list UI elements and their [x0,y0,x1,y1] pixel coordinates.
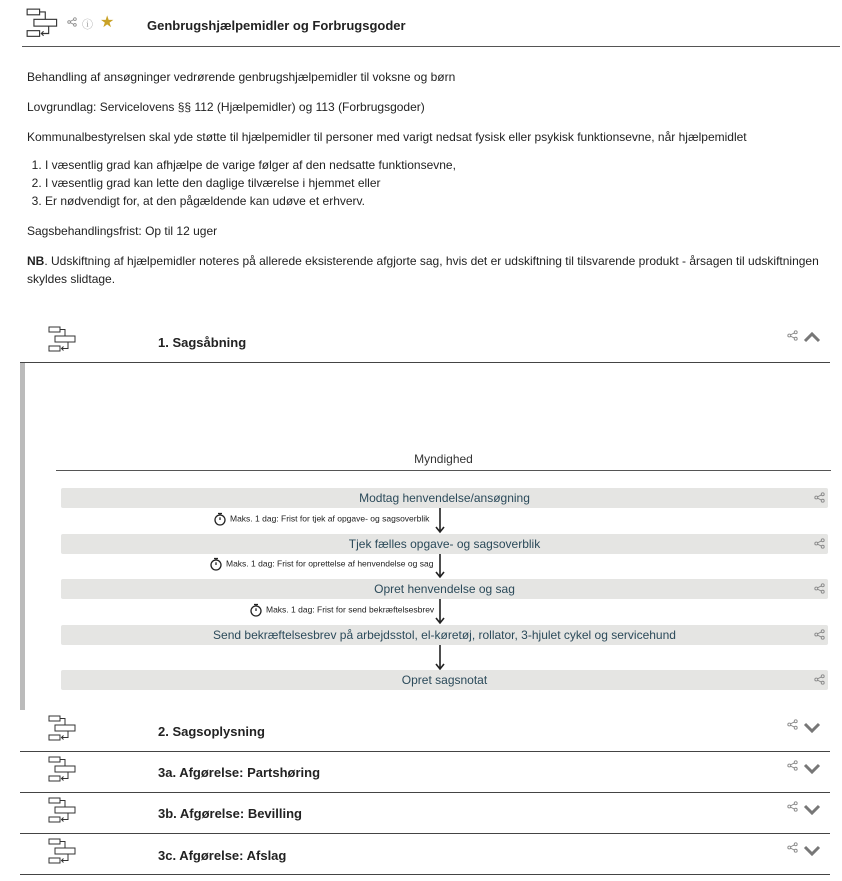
flow-step-label: Modtag henvendelse/ansøgning [359,491,530,505]
section-title[interactable]: 1. Sagsåbning [158,335,247,350]
section-title[interactable]: 3a. Afgørelse: Partshøring [158,765,321,780]
section-partshoering[interactable] [20,751,830,793]
deadline-timer [249,603,434,617]
flow-step[interactable] [61,670,828,690]
flow-diagram-icon [26,8,60,42]
flow-step-label: Send bekræftelsesbrev på arbejdsstol, el-køretøj, rollator, 3-hjulet cykel og servicehund [213,628,676,642]
share-icon[interactable] [814,538,825,549]
criteria-list [27,156,827,210]
page-header [22,0,840,47]
criteria-item: 1. I væsentlig grad kan afhjælpe de varige følger af den nedsatte funktionsevne, [45,156,827,174]
page-title: Genbrugshjælpemidler og Forbrugsgoder [147,18,406,33]
flow-arrow [435,554,445,579]
flow-step-label: Tjek fælles opgave- og sagsoverblik [348,537,541,551]
flow-step[interactable] [61,534,828,554]
share-icon[interactable] [67,17,77,27]
note-label: NB [27,254,45,268]
intro-text: Behandling af ansøgninger vedrørende genbrugshjælpemidler til voksne og børn [27,70,456,84]
flow-step-label: Opret sagsnotat [401,673,488,687]
chevron-down-icon[interactable] [803,844,821,856]
share-icon[interactable] [814,629,825,640]
criteria-item: 3. Er nødvendigt for, at den pågældende kan udøve et erhverv. [45,192,827,210]
flow-diagram-icon [48,797,78,827]
stopwatch-icon [213,512,227,526]
criteria-intro-text: Kommunalbestyrelsen skal yde støtte til hjælpemidler til personer med varigt nedsat fysisk eller psykisk funktionsevne, når hjælpemidlet [27,130,747,144]
flow-step[interactable] [61,625,828,645]
info-icon[interactable]: ⓘ [82,19,93,31]
share-icon[interactable] [787,330,798,341]
chevron-down-icon[interactable] [803,721,821,733]
section-bevilling[interactable] [20,792,830,834]
deadline-text: Sagsbehandlingsfrist: Op til 12 uger [27,224,218,238]
stopwatch-icon [209,557,223,571]
flow-arrow [435,645,445,671]
share-icon[interactable] [787,842,798,853]
chevron-up-icon[interactable] [803,331,821,343]
legal-basis-text: Lovgrundlag: Servicelovens §§ 112 (Hjælpemidler) og 113 (Forbrugsgoder) [27,100,425,114]
flow-step-label: Opret henvendelse og sag [374,582,515,596]
note-text [27,252,827,288]
section-sagsoplysning[interactable] [20,710,830,752]
share-icon[interactable] [787,719,798,730]
section-title[interactable]: 3c. Afgørelse: Afslag [158,848,287,863]
process-description [27,68,827,300]
flow-arrow [435,508,445,534]
stopwatch-icon [249,603,263,617]
flow-arrow [435,599,445,625]
deadline-timer [213,512,429,526]
section-title[interactable]: 3b. Afgørelse: Bevilling [158,806,302,821]
share-icon[interactable] [787,801,798,812]
flow-diagram-icon [48,838,78,868]
timer-label: Maks. 1 dag: Frist for send bekræftelsesbrev [266,604,435,615]
section-title[interactable]: 2. Sagsoplysning [158,724,265,739]
section-panel-sagsaabning [20,363,835,710]
flow-diagram-icon [48,715,78,745]
chevron-down-icon[interactable] [803,803,821,815]
share-icon[interactable] [814,583,825,594]
section-afslag[interactable] [20,833,830,875]
flow-step[interactable] [61,488,828,508]
swimlane-divider [56,470,831,471]
timer-label: Maks. 1 dag: Frist for tjek af opgave- og sagsoverblik [230,513,430,524]
chevron-down-icon[interactable] [803,762,821,774]
flow-step[interactable] [61,579,828,599]
timer-label: Maks. 1 dag: Frist for oprettelse af henvendelse og sag [226,558,434,569]
share-icon[interactable] [814,674,825,685]
flow-diagram-icon [48,326,78,356]
note-body: . Udskiftning af hjælpemidler noteres på allerede eksisterende afgjorte sag, hvis det er udskiftning til tilsvarende produkt - årsagen til udskiftningen skyldes slidtage. [27,254,819,286]
flow-diagram-icon [48,756,78,786]
share-icon[interactable] [787,760,798,771]
section-sagsaabning[interactable] [20,320,830,363]
deadline-timer [209,557,433,571]
star-icon[interactable]: ★ [100,14,115,31]
swimlane-title: Myndighed [414,452,473,466]
share-icon[interactable] [814,492,825,503]
criteria-item: 2. I væsentlig grad kan lette den daglige tilværelse i hjemmet eller [45,174,827,192]
